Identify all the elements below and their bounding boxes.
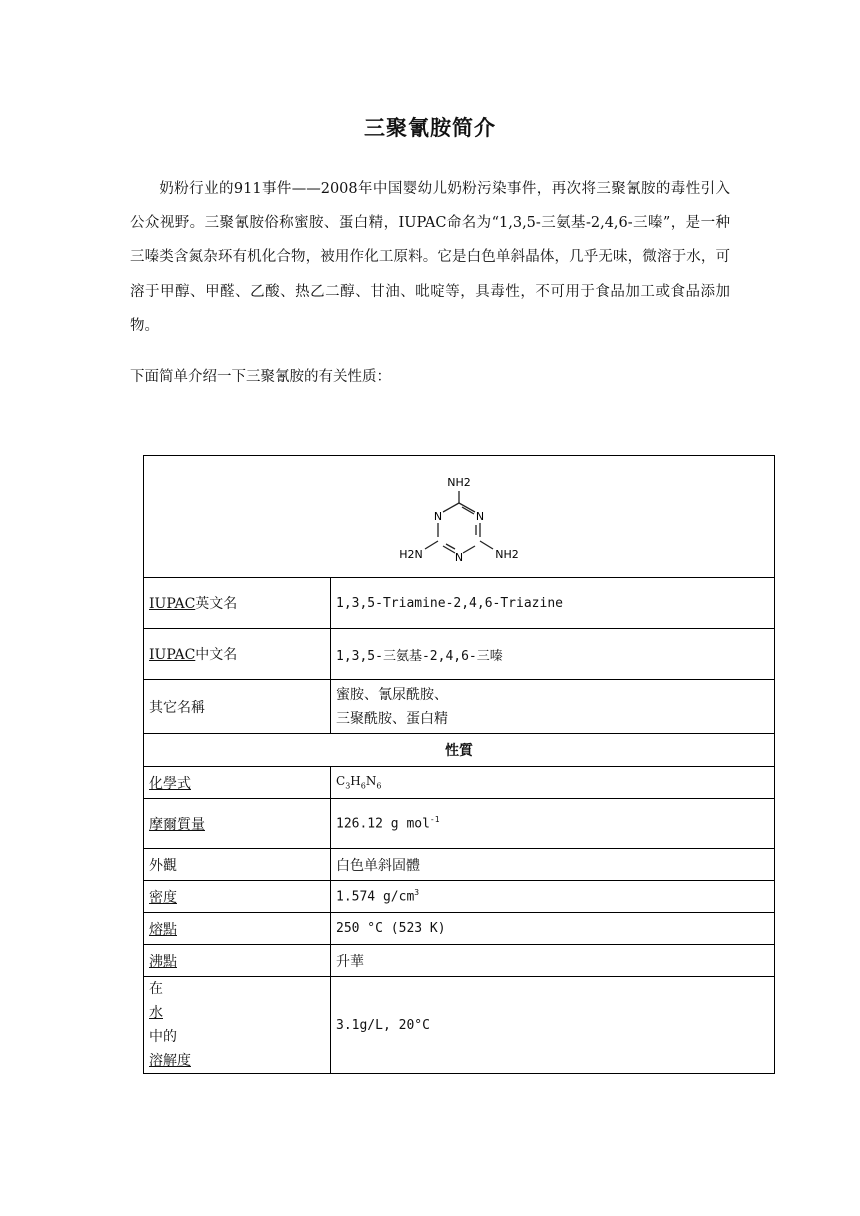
solubility-row (144, 977, 775, 1074)
document-title: 三聚氰胺简介 (364, 115, 496, 140)
formula-sub-h: 6 (360, 781, 366, 791)
melting-value: 250 °C (523 K) (331, 913, 775, 945)
iupac-en-label (144, 578, 331, 629)
structure-row (144, 456, 775, 578)
iupac-en-value: 1,3,5-Triamine-2,4,6-Triazine (331, 578, 775, 629)
structure-left-group: H2N (399, 548, 423, 561)
molar-mass-row (144, 799, 775, 849)
density-label (144, 881, 331, 913)
formula-link[interactable]: 化學式 (149, 775, 191, 792)
density-link[interactable]: 密度 (149, 889, 177, 906)
ring-n-label: N (433, 510, 443, 523)
density-value (331, 881, 775, 913)
melamine-structure-image (389, 462, 529, 567)
melting-link[interactable]: 熔點 (149, 921, 177, 938)
solubility-link[interactable]: 溶解度 (149, 1053, 191, 1069)
formula-value: $C_3H_6N_6$ (331, 767, 775, 799)
iupac-en-row (144, 578, 775, 629)
structure-right-group: NH2 (495, 548, 519, 561)
molar-mass-link[interactable]: 摩爾質量 (149, 816, 205, 833)
iupac-en-label-text: 英文名 (195, 596, 238, 612)
solubility-label-post: 中的 (149, 1029, 177, 1045)
solubility-label (144, 977, 331, 1074)
iupac-link[interactable]: IUPAC (149, 596, 196, 612)
molar-mass-exponent: -1 (429, 815, 440, 825)
boiling-label (144, 945, 331, 977)
molar-mass-value (331, 799, 775, 849)
solubility-label-pre: 在 (149, 981, 163, 997)
boiling-link[interactable]: 沸點 (149, 953, 177, 970)
boiling-row (144, 945, 775, 977)
intro-paragraph (130, 172, 730, 343)
density-row (144, 881, 775, 913)
iupac-cn-label (144, 629, 331, 680)
formula-sub-n: 6 (376, 781, 382, 791)
formula-sub-c: 3 (345, 781, 351, 791)
other-names-label: 其它名稱 (144, 680, 331, 734)
formula-row (144, 767, 775, 799)
iupac-cn-label-text: 中文名 (195, 647, 238, 663)
density-exponent: 3 (414, 888, 420, 898)
properties-intro: 下面简单介绍一下三聚氰胺的有关性质： (130, 369, 391, 385)
properties-header: 性質 (144, 734, 775, 767)
molar-mass-label (144, 799, 331, 849)
other-names-row (144, 680, 775, 734)
ring-n-label: N (475, 510, 485, 523)
ring-n-label: N (454, 551, 464, 564)
formula-label (144, 767, 331, 799)
density-number: 1.574 g/cm (336, 889, 415, 905)
solubility-label-line-1 (149, 977, 325, 1049)
boiling-value: 升華 (331, 945, 775, 977)
properties-table (143, 455, 775, 1074)
melting-label (144, 913, 331, 945)
iupac-link[interactable]: IUPAC (149, 647, 196, 663)
molar-mass-number: 126.12 g mol (336, 816, 430, 832)
melting-row (144, 913, 775, 945)
appearance-value: 白色单斜固體 (331, 849, 775, 881)
appearance-row (144, 849, 775, 881)
other-names-line-1: 蜜胺、氰尿酰胺、 (336, 686, 448, 703)
other-names-value (331, 680, 775, 734)
other-names-line-2: 三聚酰胺、蛋白精 (336, 710, 448, 727)
iupac-cn-row (144, 629, 775, 680)
structure-top-group: NH2 (447, 476, 471, 489)
water-link[interactable]: 水 (149, 1005, 163, 1021)
properties-header-row (144, 734, 775, 767)
iupac-cn-value: 1,3,5-三氨基-2,4,6-三嗪 (331, 629, 775, 680)
structure-cell (144, 456, 775, 578)
paragraph-text: 奶粉行业的911事件——2008年中国婴幼儿奶粉污染事件，再次将三聚氰胺的毒性引入公众视野。三聚氰胺俗称蜜胺、蛋白精，IUPAC命名为“1,3,5-三氨基-2,4,6-三嗪”，是一种三嗪类含氮杂环有机化合物，被用作化工原料。它是白色单斜晶体，几乎无味，微溶于水，可溶于甲醇、甲醛、乙酸、热乙二醇、甘油、吡啶等，具毒性，不可用于食品加工或食品添加物。 (130, 181, 730, 334)
solubility-value: 3.1g/L, 20°C (331, 977, 775, 1074)
appearance-label: 外觀 (144, 849, 331, 881)
